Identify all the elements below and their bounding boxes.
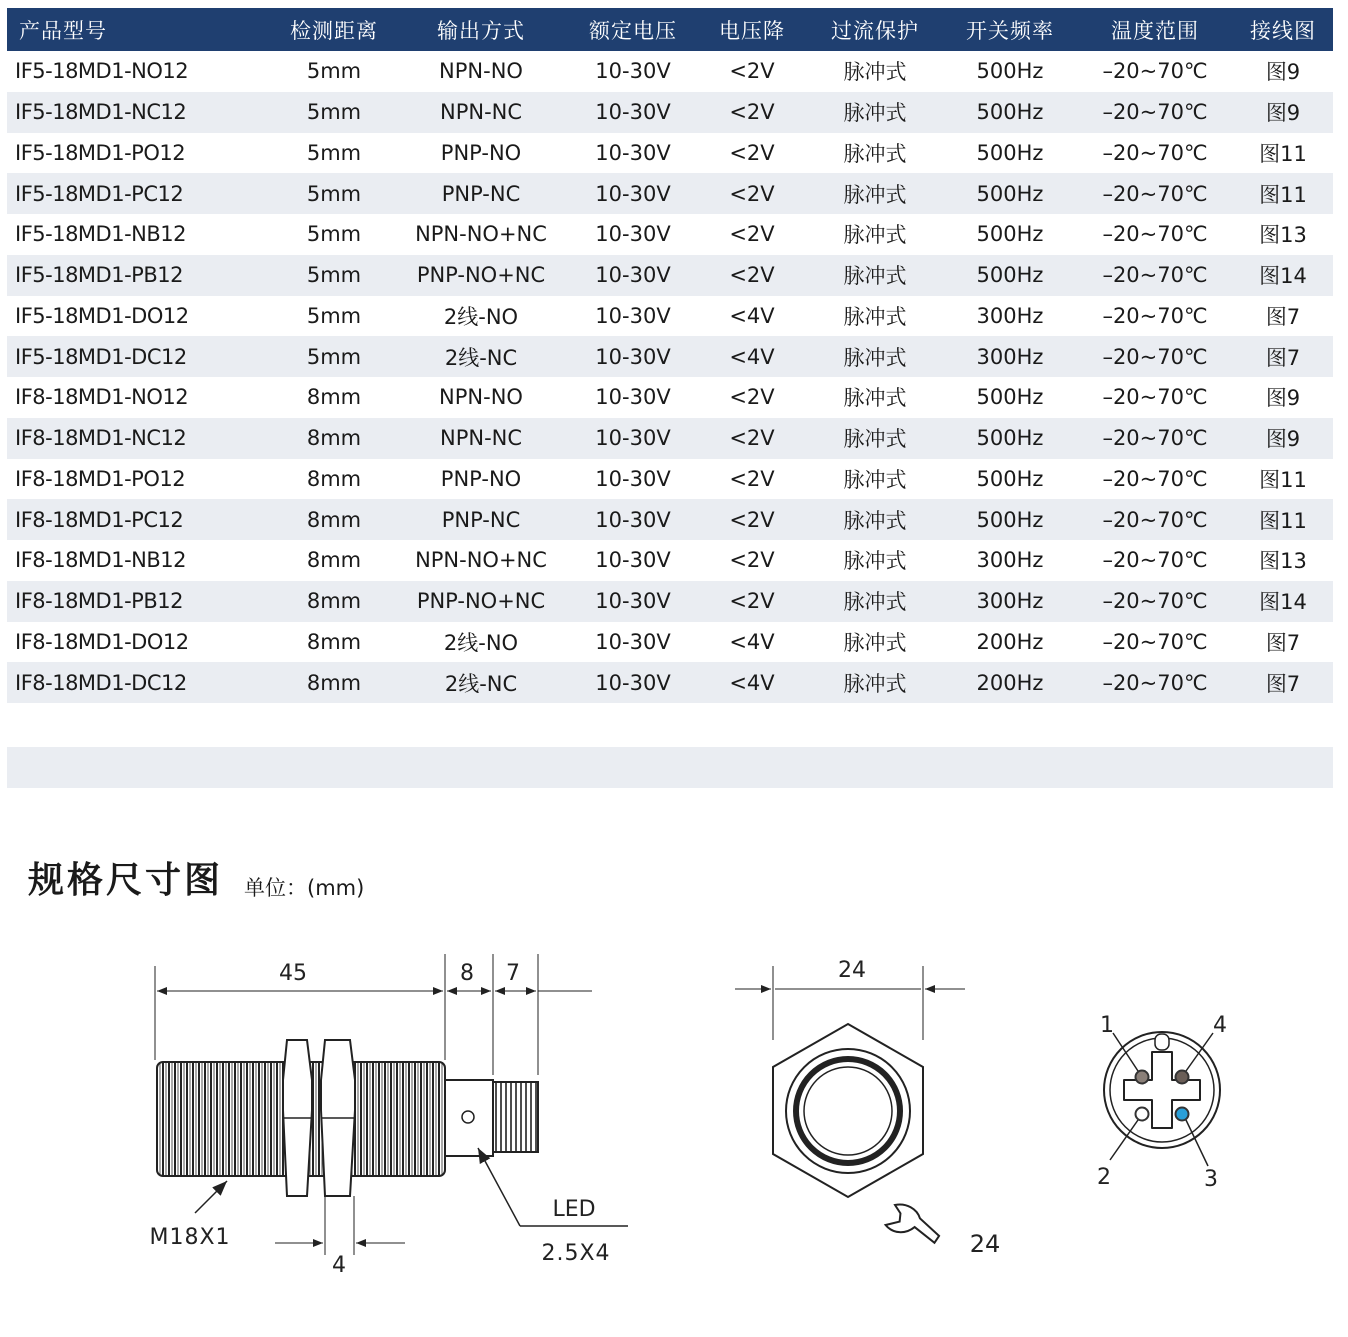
table-row: [7, 336, 1333, 377]
cell-overcurrent: 脉冲式: [807, 662, 943, 703]
cell-frequency: 500Hz: [976, 222, 1044, 247]
cell-temperature: –20~70℃: [1077, 255, 1233, 296]
pin-4: [1176, 1071, 1189, 1084]
pin-label-2: 2: [1097, 1165, 1111, 1190]
cell-output: PNP-NO: [440, 140, 522, 165]
cell-voltage-drop: <2V: [729, 140, 775, 165]
cell-voltage: 10-30V: [569, 662, 697, 703]
table-row: [7, 133, 1333, 174]
cell-voltage-drop: <2V: [729, 466, 775, 491]
cell-voltage: 10-30V: [595, 466, 671, 491]
cell-distance: 5mm: [275, 173, 393, 214]
cell-output: PNP-NO+NC: [393, 255, 569, 296]
header-overcurrent: 过流保护: [807, 8, 943, 51]
cell-model: IF5-18MD1-PC12: [7, 173, 275, 214]
cell-frequency: 300Hz: [943, 336, 1077, 377]
cell-voltage-drop: <4V: [697, 336, 807, 377]
pin-label-4: 4: [1213, 1013, 1227, 1038]
cell-voltage-drop: <2V: [697, 499, 807, 540]
cell-frequency: 500Hz: [943, 173, 1077, 214]
table-row: [7, 255, 1333, 296]
cell-overcurrent: 脉冲式: [843, 467, 907, 492]
cell-overcurrent: 脉冲式: [843, 304, 907, 329]
connector-pin-view: [1097, 1013, 1227, 1192]
cell-model: IF8-18MD1-NC12: [7, 418, 275, 459]
cell-overcurrent: 脉冲式: [807, 173, 943, 214]
cell-distance: 8mm: [306, 629, 362, 654]
spec-table: [7, 8, 1333, 703]
cell-frequency: 500Hz: [943, 255, 1077, 296]
cell-distance: 5mm: [306, 140, 362, 165]
cell-wiring: 图11: [1259, 467, 1307, 492]
cell-distance: 8mm: [306, 385, 362, 410]
cell-temperature: –20~70℃: [1077, 662, 1233, 703]
cell-wiring: 图9: [1233, 92, 1333, 133]
dim-body: 45: [279, 961, 307, 986]
cell-output: NPN-NO: [439, 385, 523, 410]
cell-model: IF5-18MD1-PB12: [7, 255, 275, 296]
cell-voltage-drop: <2V: [697, 92, 807, 133]
cell-voltage-drop: <4V: [729, 303, 775, 328]
dim-neck: 8: [460, 961, 474, 986]
led-label: LED: [552, 1197, 596, 1222]
wrench-size: 24: [969, 1230, 1001, 1258]
cell-output: PNP-NO+NC: [393, 581, 569, 622]
cell-output: 2线-NC: [393, 662, 569, 703]
cell-temperature: –20~70℃: [1102, 222, 1208, 247]
cell-voltage-drop: <2V: [729, 59, 775, 84]
cell-overcurrent: 脉冲式: [843, 630, 907, 655]
cell-distance: 8mm: [306, 548, 362, 573]
cell-voltage-drop: <4V: [729, 629, 775, 654]
cell-output: NPN-NO: [439, 59, 523, 84]
cell-output: PNP-NO: [440, 466, 522, 491]
cell-frequency: 500Hz: [976, 385, 1044, 410]
thread-label: M18X1: [149, 1225, 231, 1250]
pin-2: [1136, 1108, 1149, 1121]
header-output: 输出方式: [393, 8, 569, 51]
cell-overcurrent: 脉冲式: [807, 92, 943, 133]
cell-model: IF5-18MD1-DO12: [15, 303, 189, 328]
cell-voltage: 10-30V: [569, 581, 697, 622]
cell-overcurrent: 脉冲式: [843, 386, 907, 411]
cell-voltage-drop: <2V: [697, 173, 807, 214]
front-view: [735, 958, 1000, 1258]
cell-output: PNP-NC: [393, 499, 569, 540]
pin-label-1: 1: [1100, 1013, 1114, 1038]
table-body: [7, 51, 1333, 703]
cell-model: IF8-18MD1-DO12: [15, 629, 189, 654]
cell-frequency: 500Hz: [976, 466, 1044, 491]
cell-distance: 8mm: [275, 581, 393, 622]
cell-temperature: –20~70℃: [1077, 418, 1233, 459]
cell-distance: 8mm: [275, 418, 393, 459]
cell-temperature: –20~70℃: [1077, 581, 1233, 622]
cell-wiring: 图9: [1265, 386, 1301, 411]
header-temperature: 温度范围: [1077, 8, 1233, 51]
section-title: 规格尺寸图: [28, 860, 224, 901]
cell-voltage: 10-30V: [595, 222, 671, 247]
cell-output: PNP-NC: [393, 173, 569, 214]
cell-model: IF5-18MD1-NO12: [15, 59, 189, 84]
pin-label-3: 3: [1204, 1167, 1218, 1192]
cell-voltage-drop: <2V: [729, 222, 775, 247]
header-voltage: 额定电压: [569, 8, 697, 51]
cell-temperature: –20~70℃: [1102, 629, 1208, 654]
header-model: 产品型号: [7, 8, 275, 51]
cell-overcurrent: 脉冲式: [843, 60, 907, 85]
pin-1: [1136, 1071, 1149, 1084]
cell-output: NPN-NC: [393, 92, 569, 133]
cell-frequency: 300Hz: [976, 548, 1044, 573]
cell-frequency: 300Hz: [943, 581, 1077, 622]
cell-temperature: –20~70℃: [1077, 173, 1233, 214]
cell-voltage-drop: <2V: [697, 581, 807, 622]
cell-temperature: –20~70℃: [1077, 336, 1233, 377]
cell-voltage: 10-30V: [595, 548, 671, 573]
header-distance: 检测距离: [275, 8, 393, 51]
cell-voltage-drop: <2V: [697, 418, 807, 459]
cell-frequency: 500Hz: [976, 140, 1044, 165]
header-wiring: 接线图: [1233, 8, 1333, 51]
cell-wiring: 图7: [1265, 304, 1301, 329]
cell-wiring: 图11: [1233, 499, 1333, 540]
cell-wiring: 图9: [1265, 60, 1301, 85]
cell-model: IF8-18MD1-NO12: [15, 385, 189, 410]
cell-wiring: 图13: [1259, 549, 1307, 574]
table-header-row: [7, 8, 1333, 51]
cell-temperature: –20~70℃: [1102, 303, 1208, 328]
cell-model: IF5-18MD1-PO12: [15, 140, 186, 165]
cell-distance: 5mm: [275, 336, 393, 377]
table-row: [7, 214, 1333, 255]
cell-overcurrent: 脉冲式: [807, 255, 943, 296]
cell-distance: 5mm: [275, 92, 393, 133]
cell-frequency: 300Hz: [976, 303, 1044, 328]
cell-wiring: 图9: [1233, 418, 1333, 459]
cell-voltage-drop: <2V: [697, 255, 807, 296]
section-unit: 单位：(mm): [244, 876, 365, 900]
cell-model: IF8-18MD1-PB12: [7, 581, 275, 622]
cell-frequency: 500Hz: [943, 418, 1077, 459]
cell-frequency: 500Hz: [943, 92, 1077, 133]
cell-temperature: –20~70℃: [1102, 59, 1208, 84]
wrench-icon: [885, 1201, 945, 1246]
cell-distance: 8mm: [306, 466, 362, 491]
cell-overcurrent: 脉冲式: [807, 499, 943, 540]
header-voltage-drop: 电压降: [697, 8, 807, 51]
cell-model: IF8-18MD1-DC12: [7, 662, 275, 703]
cell-output: NPN-NC: [393, 418, 569, 459]
cell-voltage-drop: <2V: [729, 385, 775, 410]
cell-voltage: 10-30V: [569, 92, 697, 133]
cell-voltage: 10-30V: [595, 140, 671, 165]
table-row: [7, 92, 1333, 133]
cell-voltage: 10-30V: [569, 418, 697, 459]
cell-temperature: –20~70℃: [1102, 140, 1208, 165]
table-row: [7, 296, 1333, 337]
dimension-drawing: [0, 930, 1348, 1310]
cell-distance: 5mm: [275, 255, 393, 296]
cell-overcurrent: 脉冲式: [807, 581, 943, 622]
cell-distance: 8mm: [275, 662, 393, 703]
cell-overcurrent: 脉冲式: [843, 141, 907, 166]
cell-voltage: 10-30V: [569, 336, 697, 377]
table-row: [7, 51, 1333, 92]
header-frequency: 开关频率: [943, 8, 1077, 51]
cell-frequency: 500Hz: [943, 499, 1077, 540]
cell-output: NPN-NO+NC: [415, 222, 547, 247]
cell-temperature: –20~70℃: [1102, 385, 1208, 410]
dim-width: 24: [838, 958, 866, 983]
cell-wiring: 图7: [1233, 662, 1333, 703]
cell-voltage: 10-30V: [569, 173, 697, 214]
cell-overcurrent: 脉冲式: [807, 418, 943, 459]
cell-model: IF8-18MD1-PC12: [7, 499, 275, 540]
cell-temperature: –20~70℃: [1077, 92, 1233, 133]
cell-distance: 8mm: [275, 499, 393, 540]
table-row: [7, 662, 1333, 703]
cell-model: IF8-18MD1-NB12: [15, 548, 186, 573]
cell-voltage: 10-30V: [595, 385, 671, 410]
pin-3: [1176, 1108, 1189, 1121]
table-row: [7, 581, 1333, 622]
cell-voltage: 10-30V: [595, 59, 671, 84]
cell-output: 2线-NO: [443, 304, 519, 329]
cell-temperature: –20~70℃: [1077, 499, 1233, 540]
cell-voltage: 10-30V: [595, 303, 671, 328]
cell-voltage-drop: <2V: [729, 548, 775, 573]
cell-temperature: –20~70℃: [1102, 466, 1208, 491]
cell-overcurrent: 脉冲式: [843, 549, 907, 574]
cell-model: IF5-18MD1-DC12: [7, 336, 275, 377]
led-size: 2.5X4: [541, 1241, 611, 1266]
cell-wiring: 图7: [1265, 630, 1301, 655]
dim-nut: 4: [332, 1253, 346, 1278]
cell-wiring: 图11: [1233, 173, 1333, 214]
table-row: [7, 499, 1333, 540]
cell-output: 2线-NO: [443, 630, 519, 655]
cell-output: NPN-NO+NC: [415, 548, 547, 573]
table-row: [7, 418, 1333, 459]
table-row: [7, 622, 1333, 663]
cell-voltage: 10-30V: [569, 255, 697, 296]
table-row: [7, 540, 1333, 581]
table-row: [7, 377, 1333, 418]
cell-wiring: 图7: [1233, 336, 1333, 377]
cell-voltage: 10-30V: [595, 629, 671, 654]
cell-frequency: 200Hz: [976, 629, 1044, 654]
cell-wiring: 图11: [1259, 141, 1307, 166]
cell-wiring: 图14: [1233, 255, 1333, 296]
cell-frequency: 500Hz: [976, 59, 1044, 84]
side-view: [149, 954, 628, 1278]
cell-voltage-drop: <4V: [697, 662, 807, 703]
cell-frequency: 200Hz: [943, 662, 1077, 703]
cell-wiring: 图14: [1233, 581, 1333, 622]
cell-temperature: –20~70℃: [1102, 548, 1208, 573]
cell-model: IF5-18MD1-NB12: [15, 222, 186, 247]
blank-band: [7, 747, 1333, 788]
cell-model: IF8-18MD1-PO12: [15, 466, 186, 491]
cell-overcurrent: 脉冲式: [807, 336, 943, 377]
cell-distance: 5mm: [306, 59, 362, 84]
cell-model: IF5-18MD1-NC12: [7, 92, 275, 133]
cell-output: 2线-NC: [393, 336, 569, 377]
cell-overcurrent: 脉冲式: [843, 223, 907, 248]
cell-voltage: 10-30V: [569, 499, 697, 540]
cell-wiring: 图13: [1259, 223, 1307, 248]
table-row: [7, 173, 1333, 214]
dim-connector: 7: [506, 961, 520, 986]
cell-distance: 5mm: [306, 303, 362, 328]
table-row: [7, 459, 1333, 500]
cell-distance: 5mm: [306, 222, 362, 247]
